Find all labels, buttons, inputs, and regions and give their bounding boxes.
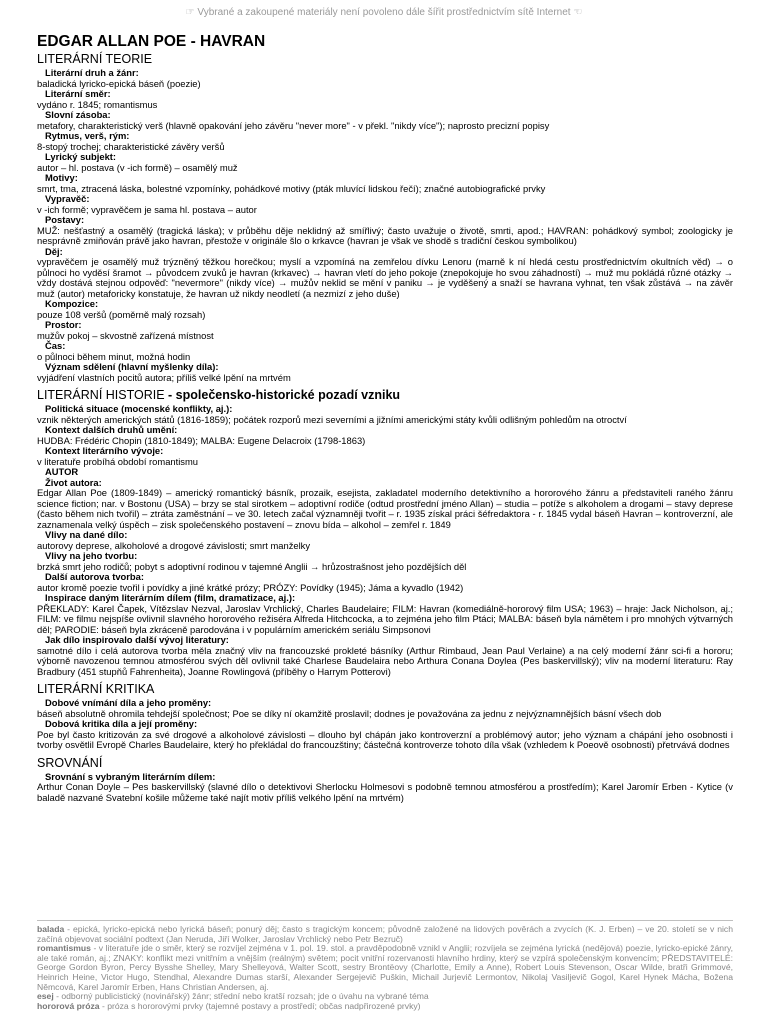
section-subheading: - společensko-historické pozadí vzniku xyxy=(164,388,401,402)
item-label: Kontext literárního vývoje: xyxy=(45,445,164,456)
item-label: Kompozice: xyxy=(45,298,99,309)
item-label: Vypravěč: xyxy=(45,193,90,204)
item-text: baladická lyricko-epická báseň (poezie) xyxy=(37,77,201,89)
glossary-entry xyxy=(37,944,733,992)
glossary-term: hororová próza xyxy=(37,1000,100,1011)
item-text: metafory, charakteristický verš (hlavně opakování jeho závěru "never more" - v překl. "nikdy více"); naprosto precizní popisy xyxy=(37,119,550,131)
section-comparison xyxy=(37,756,733,804)
item-text: vyjádření vlastních pocitů autora; příliš velké lpění na mrtvém xyxy=(37,371,291,383)
item-text: mužův pokoj – skvostně zařízená místnost xyxy=(37,329,214,341)
item-label: Politická situace (mocenské konflikty, aj.): xyxy=(45,403,233,414)
section-items xyxy=(37,404,733,677)
item-text: vypravěčem je osamělý muž trýzněný těžkou horečkou; myslí a vzpomíná na zemřelou dívku Lenoru (marně k ní hledá cestu prostřednictvím okultních věd) → o půlnoci ho vyděsí šramot → původcem zvuků je havran (krkavec) → havran vletí do jeho pokoje (znepokojuje ho svou záhadností) → muž mu pokládá různé otázky → vždy dostává stejnou odpověď: "nevermore" (nikdy více) → mužův neklid se mění v paniku → je vyděšený a snaží se havrana vyhnat, ten však zůstává → na závěr muž (autor) metaforicky konstatuje, že havran už nikdy neodletí (a nezmizí z jeho duše) xyxy=(37,256,733,299)
item-text: pouze 108 veršů (poměrně malý rozsah) xyxy=(37,308,206,320)
item-text: autor – hl. postava (v -ich formě) – osamělý muž xyxy=(37,161,238,173)
item-label: Slovní zásoba: xyxy=(45,109,111,120)
item-text: Poe byl často kritizován za své drogové a alkoholové závislosti – dlouho byl chápán jako kontroverzní a problémový autor; jeho význam a chápání jeho osobnosti i tvorby osvětlil Evropě Charles Baudelaire, který ho překládal do francouzštiny; částečná kontroverze tohoto díla však (vzhledem k Poeově osobnosti) přetrvává dodnes xyxy=(37,728,733,750)
item-label: Rytmus, verš, rým: xyxy=(45,130,130,141)
item-label: Dobové vnímání díla a jeho proměny: xyxy=(45,697,212,708)
section-items xyxy=(37,68,733,383)
section-heading: LITERÁRNÍ TEORIE xyxy=(37,52,153,66)
glossary-entry xyxy=(37,925,733,944)
section-history xyxy=(37,388,733,677)
item-text: 8-stopý trochej; charakteristické závěry veršů xyxy=(37,140,225,152)
item-label: Lyrický subjekt: xyxy=(45,151,117,162)
item-text: autor kromě poezie tvořil i povídky a jiné krátké prózy; PRÓZY: Povídky (1945); Jáma a kyvadlo (1942) xyxy=(37,581,464,593)
item-label: Motivy: xyxy=(45,172,78,183)
glossary-definition: - próza s hororovými prvky (tajemné postavy a prostředí; občas nadpřirozené prvky) xyxy=(99,1000,421,1011)
glossary-definition: - epická, lyricko-epická nebo lyrická báseň; ponurý děj; často s tragickým koncem; původně založené na lidových pověrách a zvycích (K. J. Erben) – ve 20. století se v nich začíná objevovat sociální podtext (Jan Neruda, Jiří Wolker, Jaroslav Vrchlický nebo Petr Bezruč) xyxy=(37,924,733,944)
section-criticism xyxy=(37,682,733,751)
section-heading xyxy=(37,388,733,402)
item-label: Prostor: xyxy=(45,319,82,330)
item-label: Postavy: xyxy=(45,214,85,225)
item-label: Literární druh a žánr: xyxy=(45,67,139,78)
section-heading: SROVNÁNÍ xyxy=(37,755,103,770)
glossary-term: romantismus xyxy=(37,943,91,954)
item-label: Srovnání s vybraným literárním dílem: xyxy=(45,770,216,782)
item-label: Význam sdělení (hlavní myšlenky díla): xyxy=(45,361,219,372)
item-text: Arthur Conan Doyle – Pes baskervillský (slavné dílo o detektivovi Sherlocku Holmesovi s podobně temnou atmosférou a prostředím); Karel Jaromír Erben - Kytice (v baladě nazvané Svatební košile můžeme také najít motiv příliš velkého lpění na mrtvém) xyxy=(37,781,733,803)
item-label: Dobová kritika díla a její proměny: xyxy=(45,718,198,729)
section-heading-main: LITERÁRNÍ HISTORIE xyxy=(37,388,165,402)
page-title: EDGAR ALLAN POE - HAVRAN xyxy=(37,33,266,50)
item-label: Vlivy na jeho tvorbu: xyxy=(45,550,138,561)
glossary-term: esej xyxy=(37,991,54,1002)
item-text: HUDBA: Frédéric Chopin (1810-1849); MALBA: Eugene Delacroix (1798-1863) xyxy=(37,434,366,446)
section-heading: LITERÁRNÍ KRITIKA xyxy=(37,682,155,696)
item-text: MUŽ: nešťastný a osamělý (tragická láska); v průběhu děje neklidný až smířlivý; často uvažuje o životě, smrti, apod.; HAVRAN: pohádkový symbol; zoologicky je nesprávně zmiňován právě jako havran, přestože v originále šlo o krkavce (havran je však ve shodě s tradiční českou symbolikou) xyxy=(37,224,733,246)
item-text: báseň absolutně ohromila tehdejší společnost; Poe se díky ní okamžitě proslavil; dodnes je považována za jednu z nejvýznamnějších básní všech dob xyxy=(37,707,662,719)
item-text: vznik některých amerických států (1816-1859); počátek rozporů mezi severními a jižními americkými státy kvůli odlišným pohledům na otroctví xyxy=(37,413,627,425)
item-text: o půlnoci během minut, možná hodin xyxy=(37,350,191,362)
glossary-entry xyxy=(37,1002,733,1012)
glossary-definition: - odborný publicistický (novinářský) žánr; střední nebo kratší rozsah; jde o úvahu na vybrané téma xyxy=(53,991,429,1002)
copyright-banner: ☞ Vybrané a zakoupené materiály není povoleno dále šířit prostřednictvím sítě Internet ☜ xyxy=(185,7,583,18)
item-text: autorovy deprese, alkoholové a drogové závislosti; smrt manželky xyxy=(37,539,311,551)
section-theory xyxy=(37,52,733,383)
item-label: Vlivy na dané dílo: xyxy=(45,529,128,540)
item-label: Inspirace daným literárním dílem (film, dramatizace, aj.): xyxy=(45,592,296,603)
item-text: samotné dílo i celá autorova tvorba měla značný vliv na francouzské prokleté básníky (Arthur Rimbaud, Jean Paul Verlaine) a na celý moderní žánr sci-fi a hororu; výborně navozenou temnou atmosférou svých děl ovlivnil také Charlese Baudelaira nebo Arthura Conana Doylea (Pes baskervillský); vliv na moderní literaturu: Ray Bradbury (451 stupňů Fahrenheita), Joanne Rowlingová (příběhy o Harrym Potterovi) xyxy=(37,644,733,677)
item-label: Čas: xyxy=(45,340,66,351)
item-label: Kontext dalších druhů umění: xyxy=(45,424,178,435)
item-label: Jak dílo inspirovalo další vývoj literatury: xyxy=(45,634,229,645)
item-text: vydáno r. 1845; romantismus xyxy=(37,98,158,110)
section-items xyxy=(37,698,733,751)
item-text: Edgar Allan Poe (1809-1849) – americký romantický básník, prozaik, esejista, zakladatel moderního detektivního a hororového žánru a představiteli raného žánru science fiction; nar. v Bostonu (USA) – brzy se stal sirotkem – adoptivní rodiče (odtud prostřední jméno Allan) – studia – potíže s alkoholem a drogami – stavy deprese (často během nich tvořil) – ztráta zaměstnání – ve 30. letech začal významněji tvořit – r. 1935 získal práci šéfredaktora - r. 1845 vydal báseň Havran – kontroverzní, ale zaznamenala velký úspěch – zisk společenského postavení – znovu bída – alkohol – zemřel r. 1849 xyxy=(37,487,733,530)
item-text: v -ich formě; vypravěčem je sama hl. postava – autor xyxy=(37,203,257,215)
glossary-term: balada xyxy=(37,924,65,934)
item-label: Literární směr: xyxy=(45,88,111,99)
item-label: AUTOR xyxy=(45,466,79,477)
item-text: v literatuře probíhá období romantismu xyxy=(37,455,199,467)
item-label: Další autorova tvorba: xyxy=(45,571,144,582)
item-text: brzká smrt jeho rodičů; pobyt s adoptivní rodinou v tajemné Anglii → hrůzostrašnost jeho pozdějších děl xyxy=(37,560,467,572)
item-text: smrt, tma, ztracená láska, bolestné vzpomínky, pohádkové motivy (pták mluvící lidskou řečí); značné autobiografické prvky xyxy=(37,182,546,194)
glossary-footer xyxy=(37,920,733,1011)
item-label: Život autora: xyxy=(45,476,102,488)
section-items xyxy=(37,772,733,804)
item-text: PŘEKLADY: Karel Čapek, Vítězslav Nezval, Jaroslav Vrchlický, Charles Baudelaire; FILM: Havran (komediálně-hororový film USA; 1963) – hraje: Jack Nicholson, aj.; FILM: ve filmu nejspíše ovlivnil slavného hororového režiséra Alfreda Hitchcocka, a to zejména jeho film Ptáci; MALBA: báseň byla námětem i pro mnohých výtvarných děl; PARODIE: báseň byla zkráceně parodována i v populárním americkém seriálu Simpsonovi xyxy=(37,602,733,635)
item-label: Děj: xyxy=(45,245,63,257)
document-body xyxy=(37,33,733,803)
glossary-definition: - v literatuře jde o směr, který se rozvíjel zejména v 1. pol. 19. stol. a pravděpodobně vznikl v Anglii; rozvíjela se zejména lyrická (nedějová) poezie, lyricko-epické žánry, ale také román, aj.; ZNAKY: konflikt mezi vnitřním a vnějším (reálným) světem; pocit vnitřní rozervanosti hlavního hrdiny, který se vzpírá společenským konvencím; PŘEDSTAVITELÉ: George Gordon Byron, Percy Bysshe Shelley, Mary Shelleyová, Walter Scott, sestry Brontëovy (Charlotte, Emily a Anne), Robert Louis Stevenson, Oscar Wilde, bratři Grimmové, Heinrich Heine, Victor Hugo, Stendhal, Alexandre Dumas starší, Alexander Sergejevič Puškin, Michail Jurjevič Lermontov, Nikolaj Vasiljevič Gogol, Karel Hynek Mácha, Božena Němcová, Karel Jaromír Erben, Hans Christian Andersen, aj. xyxy=(37,943,733,992)
